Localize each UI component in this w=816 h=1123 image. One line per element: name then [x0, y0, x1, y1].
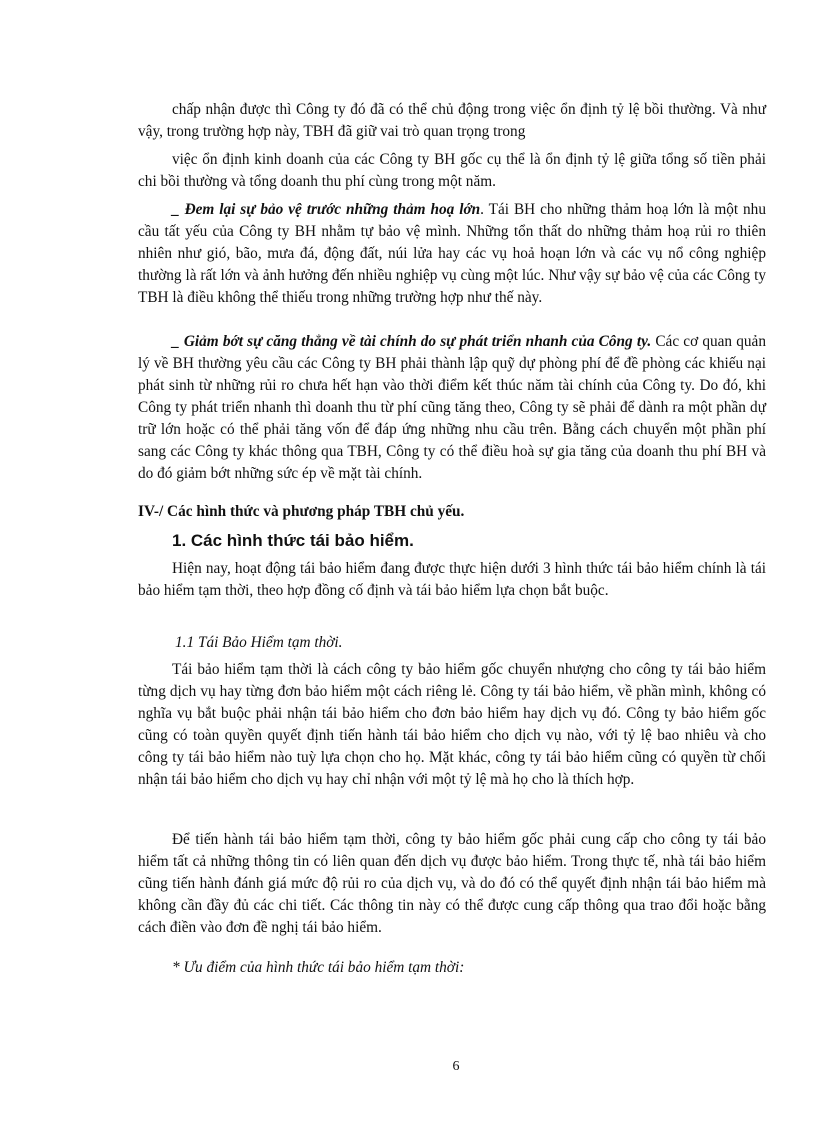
paragraph-catastrophe: [138, 199, 766, 309]
paragraph-financial-lead: _ Giảm bớt sự căng thẳng về tài chính do sự phát triển nhanh của Công ty.: [172, 333, 652, 350]
paragraph-2: việc ổn định kinh doanh của các Công ty BH gốc cụ thể là ổn định tỷ lệ giữa tổng số tiền phải chi bồi thường và tổng doanh thu phí cùng trong một năm.: [138, 151, 766, 190]
advantages-heading: * Ưu điểm của hình thức tái bảo hiểm tạm thời:: [172, 959, 465, 976]
paragraph-facultative: Tái bảo hiểm tạm thời là cách công ty bảo hiểm gốc chuyển nhượng cho công ty tái bảo hiểm từng dịch vụ hay từng đơn bảo hiểm một cách riêng lẻ. Công ty tái bảo hiểm, về phần mình, không có nghĩa vụ bắt buộc phải nhận tái bảo hiểm cho đơn bảo hiểm hay dịch vụ đó. Công ty bảo hiểm gốc cũng có toàn quyền quyết định tiến hành tái bảo hiểm cho dịch vụ nào, với tỷ lệ bao nhiêu và cho công ty tái bảo hiểm nào tuỳ lựa chọn cho họ. Mặt khác, công ty tái bảo hiểm cũng có quyền từ chối nhận tái bảo hiểm cho dịch vụ hay chỉ nhận với một tỷ lệ mà họ cho là thích hợp.: [138, 661, 766, 788]
section-1-1-heading: 1.1 Tái Bảo Hiểm tạm thời.: [175, 634, 343, 651]
paragraph-1: chấp nhận được thì Công ty đó đã có thể chủ động trong việc ổn định tỷ lệ bồi thường. Và như vậy, trong trường hợp này, TBH đã giữ vai trò quan trọng trong: [138, 101, 766, 140]
paragraph-catastrophe-body: . Tái BH cho những thảm hoạ lớn là một nhu cầu tất yếu của Công ty BH nhằm tự bảo vệ mình. Những tổn thất do những thảm hoạ rủi ro thiên nhiên như gió, bão, mưa đá, động đất, núi lửa hay các vụ hoả hoạn lớn và các vụ nổ công nghiệp thường là rất lớn và ảnh hưởng đến nhiều nghiệp vụ cùng một lúc. Như vậy sự bảo vệ của các Công ty TBH là điều không thể thiếu trong những trường hợp như thế này.: [138, 201, 766, 306]
section-iv-heading: IV-/ Các hình thức và phương pháp TBH chủ yếu.: [138, 503, 465, 520]
paragraph-financial-body: Các cơ quan quản lý về BH thường yêu cầu các Công ty BH phải thành lập quỹ dự phòng phí để đề phòng các khiếu nại phát sinh từ những rủi ro chưa hết hạn vào thời điểm kết thúc năm tài chính của Công ty. Do đó, khi Công ty phát triển nhanh thì doanh thu từ phí cũng tăng theo, Công ty sẽ phải để dành ra một phần dự trữ lớn hoặc có thể phải tăng vốn để đáp ứng những nhu cầu trên. Bằng cách chuyển một phần phí sang các Công ty khác thông qua TBH, Công ty có thể điều hoà sự gia tăng của doanh thu phí BH và do đó giảm bớt những sức ép về mặt tài chính.: [138, 333, 766, 482]
paragraph-catastrophe-lead: _ Đem lại sự bảo vệ trước những thảm hoạ lớn: [172, 201, 481, 218]
paragraph-financial: [138, 331, 766, 485]
paragraph-procedure: Để tiến hành tái bảo hiểm tạm thời, công ty bảo hiểm gốc phải cung cấp cho công ty tái bảo hiểm tất cả những thông tin có liên quan đến dịch vụ được bảo hiểm. Trong thực tế, nhà tái bảo hiểm cũng tiến hành đánh giá mức độ rủi ro của dịch vụ, và do đó có thể quyết định nhận tái bảo hiểm mà không cần đầy đủ các chi tiết. Các thông tin này có thể được cung cấp thông qua trao đổi hoặc bằng cách điền vào đơn đề nghị tái bảo hiểm.: [138, 831, 766, 936]
paragraph-forms: Hiện nay, hoạt động tái bảo hiểm đang được thực hiện dưới 3 hình thức tái bảo hiểm chính là tái bảo hiểm tạm thời, theo hợp đồng cố định và tái bảo hiểm lựa chọn bắt buộc.: [138, 560, 766, 599]
section-1-heading: 1. Các hình thức tái bảo hiểm.: [172, 531, 414, 550]
page-number: 6: [452, 1059, 460, 1074]
